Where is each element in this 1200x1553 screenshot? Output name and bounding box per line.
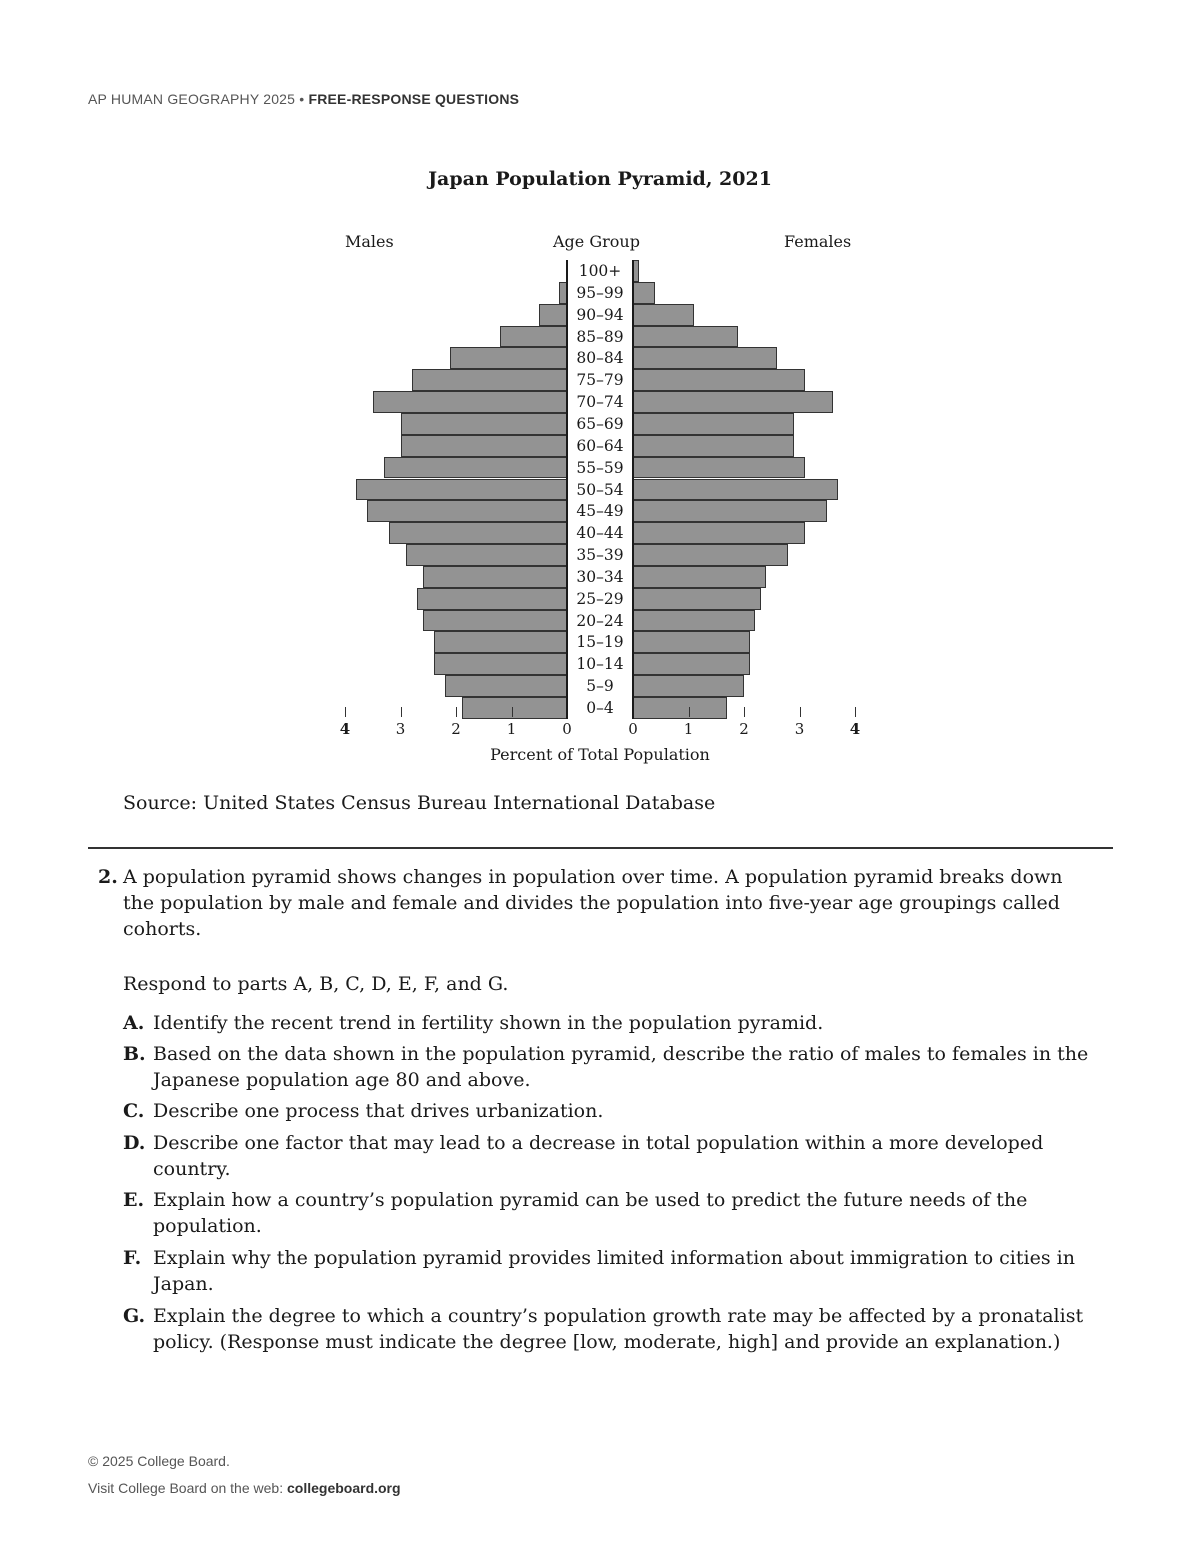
age-group-tick-label: 25–29 bbox=[576, 589, 624, 608]
female-bar bbox=[633, 304, 694, 326]
female-bar bbox=[633, 697, 727, 719]
question-part-e bbox=[123, 1187, 1113, 1239]
male-bar bbox=[389, 522, 567, 544]
x-axis-tick-label: 2 bbox=[451, 720, 461, 738]
part-text: Describe one process that drives urbanization. bbox=[153, 1100, 604, 1122]
x-axis-tick-label: 3 bbox=[794, 720, 805, 738]
footer-copyright: © 2025 College Board. bbox=[88, 1453, 230, 1469]
age-group-tick-label: 90–94 bbox=[576, 305, 624, 324]
x-axis-tick bbox=[855, 707, 856, 717]
female-bar bbox=[633, 282, 655, 304]
x-axis-tick-label: 1 bbox=[683, 720, 694, 738]
zero-axis-line bbox=[632, 260, 634, 719]
age-group-tick-label: 35–39 bbox=[576, 546, 624, 565]
question-number: 2. bbox=[98, 866, 118, 888]
x-axis-tick bbox=[744, 707, 745, 717]
age-group-tick-label: 45–49 bbox=[576, 502, 624, 521]
male-bar bbox=[539, 304, 567, 326]
male-bar bbox=[417, 588, 567, 610]
zero-axis-line bbox=[566, 260, 568, 719]
x-axis-tick bbox=[456, 707, 457, 717]
age-group-tick-label: 5–9 bbox=[586, 677, 614, 696]
question-instruction: Respond to parts A, B, C, D, E, F, and G. bbox=[123, 973, 509, 995]
males-label: Males bbox=[345, 232, 394, 251]
x-axis-tick-label: 4 bbox=[849, 720, 861, 738]
age-group-tick-label: 55–59 bbox=[576, 458, 624, 477]
female-bar bbox=[633, 544, 788, 566]
part-letter: D. bbox=[123, 1132, 146, 1154]
male-bar bbox=[434, 631, 567, 653]
part-letter: C. bbox=[123, 1100, 145, 1122]
x-axis-label: Percent of Total Population bbox=[490, 745, 710, 764]
x-axis-tick-label: 2 bbox=[739, 720, 749, 738]
question-part-a bbox=[123, 1010, 1113, 1036]
x-axis-tick bbox=[401, 707, 402, 717]
part-text: Explain how a country’s population pyramid can be used to predict the future needs of the population. bbox=[153, 1189, 1028, 1237]
part-text: Explain the degree to which a country’s population growth rate may be affected by a pronatalist policy. (Response must indicate the degree [low, moderate, high] and provide an explanation.) bbox=[153, 1305, 1084, 1353]
part-letter: F. bbox=[123, 1247, 142, 1269]
age-group-tick-label: 100+ bbox=[578, 262, 622, 280]
x-axis-tick-label: 0 bbox=[562, 720, 572, 738]
age-group-tick-label: 40–44 bbox=[576, 524, 624, 543]
x-axis-tick bbox=[512, 707, 513, 717]
age-group-tick-label: 65–69 bbox=[576, 414, 624, 433]
age-group-label: Age Group bbox=[553, 232, 640, 251]
male-bar bbox=[412, 369, 567, 391]
part-text: Describe one factor that may lead to a decrease in total population within a more developed country. bbox=[153, 1132, 1044, 1180]
age-group-tick-label: 15–19 bbox=[576, 633, 624, 652]
female-bar bbox=[633, 522, 805, 544]
x-axis-tick bbox=[345, 707, 346, 717]
header-section: FREE-RESPONSE QUESTIONS bbox=[308, 91, 520, 107]
male-bar bbox=[373, 391, 567, 413]
part-text: Explain why the population pyramid provides limited information about immigration to cities in Japan. bbox=[153, 1247, 1075, 1295]
female-bar bbox=[633, 347, 777, 369]
female-bar bbox=[633, 588, 761, 610]
part-letter: B. bbox=[123, 1043, 146, 1065]
age-group-tick-label: 95–99 bbox=[576, 283, 624, 302]
age-group-tick-label: 75–79 bbox=[576, 371, 624, 390]
section-divider bbox=[88, 847, 1113, 849]
age-group-tick-label: 70–74 bbox=[576, 393, 624, 412]
x-axis-tick-label: 0 bbox=[628, 720, 638, 738]
chart-source: Source: United States Census Bureau International Database bbox=[123, 792, 716, 814]
part-letter: A. bbox=[123, 1012, 145, 1034]
part-text: Based on the data shown in the population pyramid, describe the ratio of males to females in the Japanese population age 80 and above. bbox=[153, 1043, 1089, 1091]
chart-title: Japan Population Pyramid, 2021 bbox=[428, 168, 772, 190]
question-part-b bbox=[123, 1041, 1113, 1093]
x-axis-tick-label: 3 bbox=[395, 720, 406, 738]
x-axis-tick-label: 4 bbox=[339, 720, 351, 738]
male-bar bbox=[423, 566, 567, 588]
question-part-f bbox=[123, 1245, 1113, 1297]
female-bar bbox=[633, 435, 794, 457]
age-group-tick-label: 20–24 bbox=[576, 611, 624, 630]
part-letter: G. bbox=[123, 1305, 146, 1327]
question-part-c bbox=[123, 1098, 1113, 1124]
age-group-tick-label: 80–84 bbox=[576, 349, 624, 368]
age-group-tick-label: 85–89 bbox=[576, 327, 624, 346]
male-bar bbox=[462, 697, 567, 719]
male-bar bbox=[401, 413, 568, 435]
male-bar bbox=[434, 653, 567, 675]
female-bar bbox=[633, 369, 805, 391]
x-axis-tick bbox=[800, 707, 801, 717]
female-bar bbox=[633, 610, 755, 632]
footer-link[interactable]: collegeboard.org bbox=[286, 1480, 401, 1496]
x-axis-tick-label: 1 bbox=[506, 720, 517, 738]
male-bar bbox=[445, 675, 567, 697]
age-group-tick-label: 0–4 bbox=[586, 699, 614, 717]
question-part-g bbox=[123, 1303, 1113, 1355]
header-separator: • bbox=[299, 91, 305, 107]
footer-visit-text: Visit College Board on the web: bbox=[88, 1480, 287, 1496]
header-subject: AP HUMAN GEOGRAPHY 2025 bbox=[88, 91, 296, 107]
male-bar bbox=[500, 326, 567, 348]
age-group-tick-label: 50–54 bbox=[576, 480, 624, 499]
female-bar bbox=[633, 479, 838, 501]
male-bar bbox=[450, 347, 567, 369]
male-bar bbox=[401, 435, 568, 457]
female-bar bbox=[633, 391, 833, 413]
female-bar bbox=[633, 326, 738, 348]
female-bar bbox=[633, 631, 750, 653]
footer-visit bbox=[88, 1480, 401, 1496]
male-bar bbox=[367, 500, 567, 522]
females-label: Females bbox=[784, 232, 852, 251]
male-bar bbox=[356, 479, 567, 501]
female-bar bbox=[633, 566, 766, 588]
female-bar bbox=[633, 457, 805, 479]
female-bar bbox=[633, 413, 794, 435]
male-bar bbox=[423, 610, 567, 632]
male-bar bbox=[406, 544, 567, 566]
age-group-tick-label: 10–14 bbox=[576, 655, 624, 674]
female-bar bbox=[633, 653, 750, 675]
part-letter: E. bbox=[123, 1189, 145, 1211]
age-group-tick-label: 60–64 bbox=[576, 436, 624, 455]
male-bar bbox=[384, 457, 567, 479]
part-text: Identify the recent trend in fertility shown in the population pyramid. bbox=[153, 1012, 824, 1034]
question-part-d bbox=[123, 1130, 1113, 1182]
female-bar bbox=[633, 500, 827, 522]
age-group-tick-label: 30–34 bbox=[576, 567, 624, 586]
question-intro: A population pyramid shows changes in population over time. A population pyramid breaks down the population by male and female and divides the population into five-year age groupings called cohorts. bbox=[123, 866, 1063, 940]
x-axis-tick bbox=[689, 707, 690, 717]
female-bar bbox=[633, 675, 744, 697]
